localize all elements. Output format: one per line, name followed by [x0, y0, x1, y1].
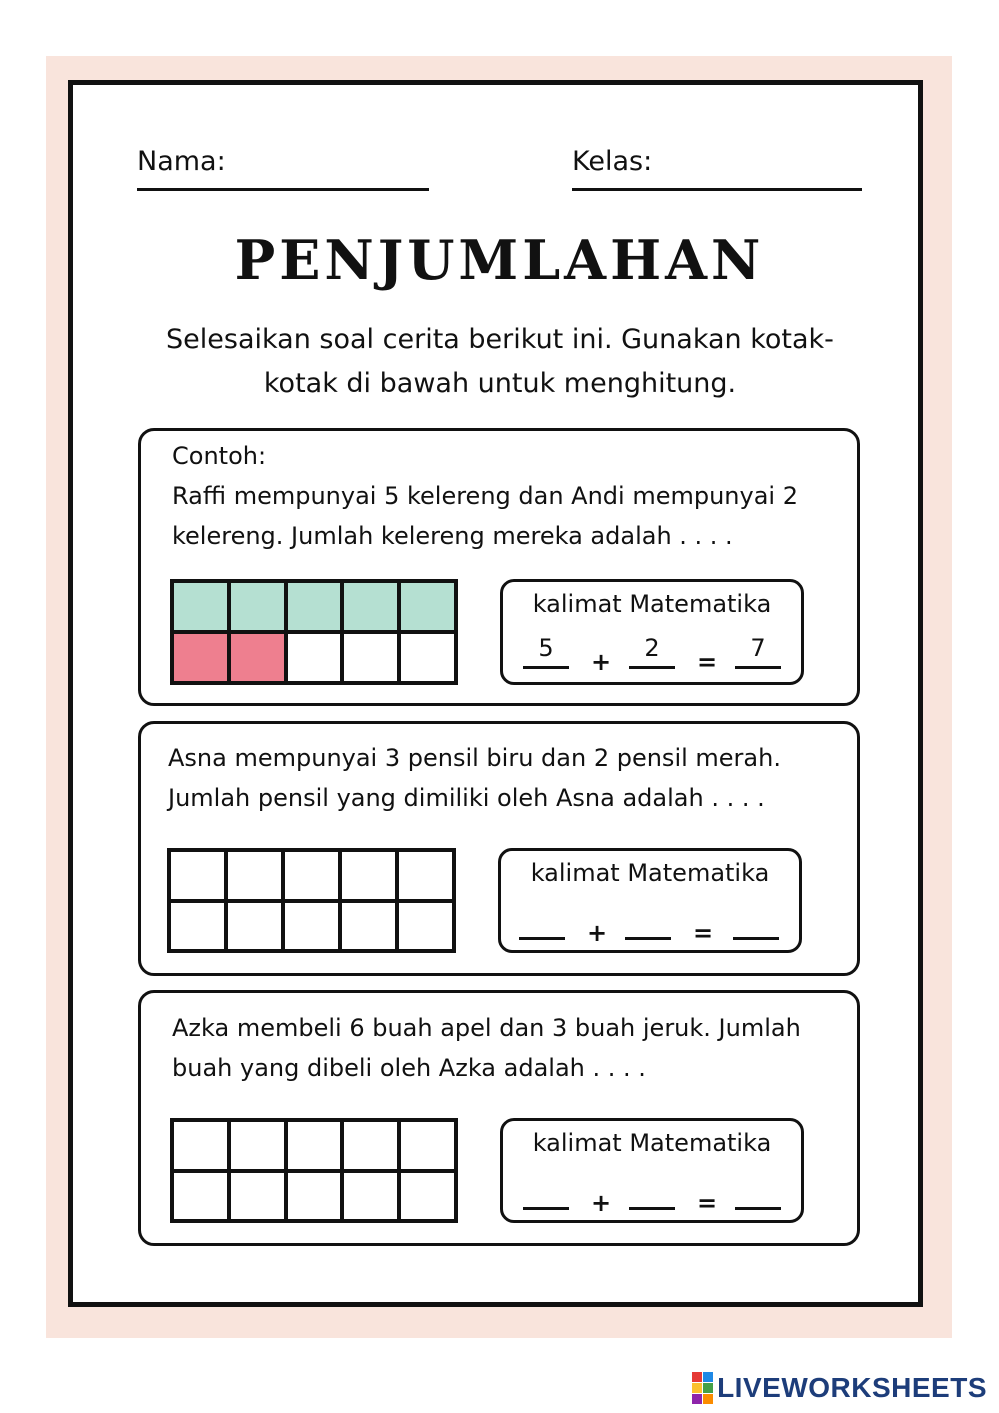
math-value-b: 2 — [644, 634, 660, 662]
grid-cell[interactable] — [401, 1173, 454, 1220]
math-title: kalimat Matematika — [532, 1129, 772, 1157]
grid-cell[interactable] — [399, 852, 452, 899]
plus-sign: + — [591, 1189, 612, 1217]
grid-cell — [288, 634, 341, 681]
grid-cell[interactable] — [342, 852, 395, 899]
grid-cell[interactable] — [231, 1122, 284, 1169]
math-value-a: 5 — [538, 634, 554, 662]
grid-cell — [344, 634, 397, 681]
grid-cell — [231, 583, 284, 630]
problem-2-math-box — [500, 1118, 804, 1223]
equals-sign: = — [697, 648, 718, 676]
equals-sign: = — [693, 919, 714, 947]
name-field[interactable] — [137, 188, 429, 191]
problem-1-line-2: Jumlah pensil yang dimiliki oleh Asna adalah . . . . — [168, 784, 765, 812]
page-title: PENJUMLAHAN — [234, 228, 765, 292]
problem-1-line-1: Asna mempunyai 3 pensil biru dan 2 pensil merah. — [168, 744, 781, 772]
answer-blank-a[interactable] — [523, 1207, 569, 1210]
class-field[interactable] — [572, 188, 862, 191]
math-blank-a — [523, 666, 569, 669]
grid-cell[interactable] — [174, 1122, 227, 1169]
problem-1-counting-grid — [167, 848, 456, 953]
problem-2-counting-grid — [170, 1118, 458, 1223]
grid-cell — [174, 583, 227, 630]
plus-sign: + — [587, 919, 608, 947]
answer-blank-b[interactable] — [629, 1207, 675, 1210]
grid-cell[interactable] — [171, 852, 224, 899]
grid-cell[interactable] — [288, 1122, 341, 1169]
grid-cell — [174, 634, 227, 681]
grid-cell[interactable] — [401, 1122, 454, 1169]
class-label: Kelas: — [572, 146, 653, 177]
math-blank-result — [735, 666, 781, 669]
example-label: Contoh: — [172, 442, 267, 470]
grid-cell[interactable] — [342, 903, 395, 950]
math-title: kalimat Matematika — [530, 859, 770, 887]
answer-blank-b[interactable] — [625, 937, 671, 940]
plus-sign: + — [591, 648, 612, 676]
math-title: kalimat Matematika — [532, 590, 772, 618]
math-blank-b — [629, 666, 675, 669]
math-value-result: 7 — [750, 634, 766, 662]
liveworksheets-logo-icon — [692, 1372, 713, 1404]
grid-cell[interactable] — [344, 1173, 397, 1220]
example-counting-grid — [170, 579, 458, 685]
grid-cell[interactable] — [228, 852, 281, 899]
problem-2-line-2: buah yang dibeli oleh Azka adalah . . . . — [172, 1054, 646, 1082]
answer-blank-result[interactable] — [733, 937, 779, 940]
grid-cell[interactable] — [228, 903, 281, 950]
grid-cell[interactable] — [344, 1122, 397, 1169]
grid-cell — [401, 634, 454, 681]
instruction-line-2: kotak di bawah untuk menghitung. — [263, 368, 737, 399]
name-label: Nama: — [137, 146, 226, 177]
answer-blank-a[interactable] — [519, 937, 565, 940]
instruction-text — [130, 318, 870, 406]
grid-cell[interactable] — [288, 1173, 341, 1220]
grid-cell — [344, 583, 397, 630]
example-math-box — [500, 579, 804, 685]
problem-1-math-box — [498, 848, 802, 953]
equals-sign: = — [697, 1189, 718, 1217]
example-line-2: kelereng. Jumlah kelereng mereka adalah . . . . — [172, 522, 733, 550]
grid-cell[interactable] — [285, 852, 338, 899]
grid-cell[interactable] — [171, 903, 224, 950]
grid-cell — [231, 634, 284, 681]
problem-2-line-1: Azka membeli 6 buah apel dan 3 buah jeruk. Jumlah — [172, 1014, 801, 1042]
grid-cell[interactable] — [285, 903, 338, 950]
liveworksheets-logo[interactable] — [692, 1372, 987, 1404]
liveworksheets-brand-text: LIVEWORKSHEETS — [717, 1372, 987, 1403]
grid-cell[interactable] — [399, 903, 452, 950]
grid-cell — [288, 583, 341, 630]
grid-cell[interactable] — [174, 1173, 227, 1220]
example-line-1: Raffi mempunyai 5 kelereng dan Andi mempunyai 2 — [172, 482, 798, 510]
grid-cell[interactable] — [231, 1173, 284, 1220]
answer-blank-result[interactable] — [735, 1207, 781, 1210]
instruction-line-1: Selesaikan soal cerita berikut ini. Gunakan kotak- — [166, 324, 834, 355]
grid-cell — [401, 583, 454, 630]
